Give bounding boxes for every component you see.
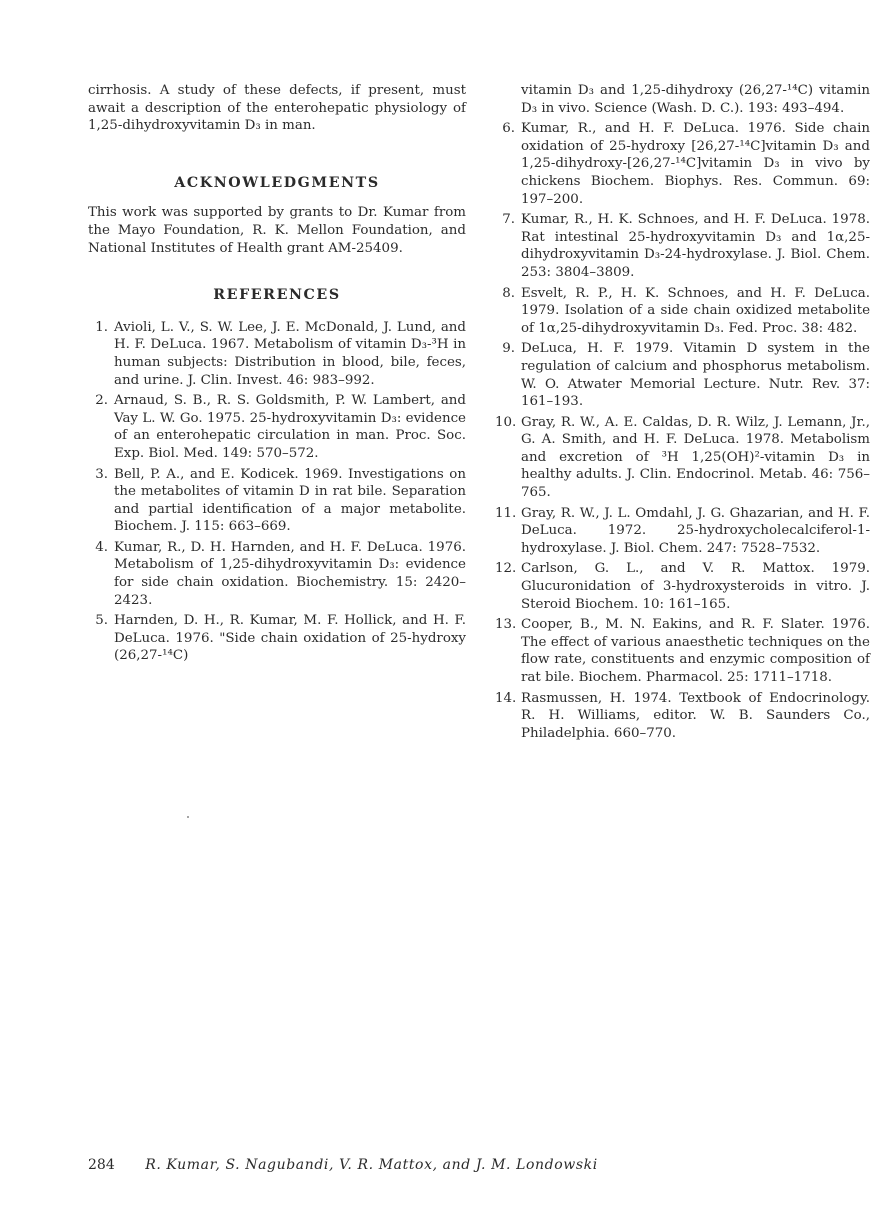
reference-item: [495, 560, 870, 613]
reference-item: [88, 466, 466, 536]
running-authors: R. Kumar, S. Nagubandi, V. R. Mattox, and J. M. Londowski: [145, 1157, 598, 1173]
reference-text: Kumar, R., H. K. Schnoes, and H. F. DeLuca. 1978. Rat intestinal 25-hydroxyvitamin D₃ and 1α,25-dihydroxyvitamin D₃-24-hydroxylase. J. Biol. Chem. 253: 3804–3809.: [521, 212, 870, 280]
reference-number: 10.: [495, 414, 517, 430]
reference-list-left: [88, 319, 466, 665]
reference-item: [88, 319, 466, 389]
reference-text: Gray, R. W., A. E. Caldas, D. R. Wilz, J. Lemann, Jr., G. A. Smith, and H. F. DeLuca. 1978. Metabolism and excretion of ³H 1,25(OH)²-vitamin D₃ in healthy adults. J. Clin. Endocrinol. Metab. 46: 756–765.: [521, 414, 870, 501]
reference-text: Kumar, R., and H. F. DeLuca. 1976. Side chain oxidation of 25-hydroxy [26,27-¹⁴C]vitamin D₃ and 1,25-dihydroxy-[26,27-¹⁴C]vitamin D₃ in vivo by chickens Biochem. Biophys. Res. Commun. 69: 197–200.: [521, 121, 870, 207]
page-number: 284: [88, 1157, 115, 1173]
reference-number: 1.: [95, 319, 108, 335]
intro-paragraph: cirrhosis. A study of these defects, if present, must await a description of the enterohepatic physiology of 1,25-dihydroxyvitamin D₃ in man.: [88, 83, 466, 134]
reference-number: 13.: [495, 617, 517, 633]
reference-text: Arnaud, S. B., R. S. Goldsmith, P. W. Lambert, and Vay L. W. Go. 1975. 25-hydroxyvitamin D₃: evidence of an enterohepatic circulation in man. Proc. Soc. Exp. Biol. Med. 149: 570–572.: [114, 393, 466, 461]
right-column: [495, 82, 870, 745]
reference-text: Rasmussen, H. 1974. Textbook of Endocrinology. R. H. Williams, editor. W. B. Saunders Co., Philadelphia. 660–770.: [521, 690, 870, 741]
reference-number: 9.: [502, 341, 515, 357]
reference-number: 11.: [495, 505, 517, 521]
reference-item: [495, 505, 870, 558]
reference-number: 4.: [95, 539, 108, 555]
reference-number: 6.: [502, 121, 515, 137]
reference-item: [495, 616, 870, 686]
reference-text: Gray, R. W., J. L. Omdahl, J. G. Ghazarian, and H. F. DeLuca. 1972. 25-hydroxycholecalciferol-1-hydroxylase. J. Biol. Chem. 247: 7528–7532.: [521, 505, 870, 556]
reference-text: Bell, P. A., and E. Kodicek. 1969. Investigations on the metabolites of vitamin D in rat bile. Separation and partial identification of a major metabolite. Biochem. J. 115: 663–669.: [114, 466, 466, 535]
reference-item: [88, 392, 466, 462]
reference-number: 7.: [502, 212, 515, 228]
reference-number: 2.: [95, 393, 108, 409]
reference-text: Esvelt, R. P., H. K. Schnoes, and H. F. DeLuca. 1979. Isolation of a side chain oxidized metabolite of 1α,25-dihydroxyvitamin D₃. Fed. Proc. 38: 482.: [521, 285, 870, 336]
acknowledgments-text: This work was supported by grants to Dr. Kumar from the Mayo Foundation, R. K. Mellon Foundation, and National Institutes of Health grant AM-25409.: [88, 205, 466, 256]
page-footer: [88, 1157, 598, 1173]
reference-item: [495, 120, 870, 208]
reference-item: [495, 211, 870, 281]
reference-text: Harnden, D. H., R. Kumar, M. F. Hollick, and H. F. DeLuca. 1976. "Side chain oxidation of 25-hydroxy (26,27-¹⁴C): [114, 613, 466, 664]
reference-text: Carlson, G. L., and V. R. Mattox. 1979. Glucuronidation of 3-hydroxysteroids in vitro. J. Steroid Biochem. 10: 161–165.: [521, 561, 870, 612]
references-heading: REFERENCES: [213, 287, 341, 304]
reference-item: [88, 612, 466, 665]
reference-list-right: [495, 120, 870, 742]
reference-number: 3.: [95, 466, 108, 482]
acknowledgments-heading: ACKNOWLEDGMENTS: [174, 174, 380, 191]
reference-text: DeLuca, H. F. 1979. Vitamin D system in the regulation of calcium and phosphorus metabolism. W. O. Atwater Memorial Lecture. Nutr. Rev. 37: 161–193.: [521, 341, 870, 410]
reference-text: Kumar, R., D. H. Harnden, and H. F. DeLuca. 1976. Metabolism of 1,25-dihydroxyvitamin D₃: evidence for side chain oxidation. Biochemistry. 15: 2420–2423.: [114, 539, 466, 608]
reference-item: [88, 539, 466, 609]
reference-item: [495, 690, 870, 743]
reference-text: Avioli, L. V., S. W. Lee, J. E. McDonald, J. Lund, and H. F. DeLuca. 1967. Metabolism of vitamin D₃-³H in human subjects: Distribution in blood, bile, feces, and urine. J. Clin. Invest. 46: 983–992.: [114, 319, 466, 388]
reference-item: [495, 340, 870, 410]
left-column: [88, 82, 466, 668]
reference-item: [495, 285, 870, 338]
reference-number: 14.: [495, 690, 517, 706]
reference-continuation: vitamin D₃ and 1,25-dihydroxy (26,27-¹⁴C) vitamin D₃ in vivo. Science (Wash. D. C.). 193: 493–494.: [521, 83, 870, 116]
reference-number: 12.: [495, 561, 517, 577]
reference-item: [495, 414, 870, 502]
reference-number: 5.: [95, 613, 108, 629]
reference-number: 8.: [502, 285, 515, 301]
speck-mark: [187, 816, 189, 818]
reference-text: Cooper, B., M. N. Eakins, and R. F. Slater. 1976. The effect of various anaesthetic techniques on the flow rate, constituents and enzymic composition of rat bile. Biochem. Pharmacol. 25: 1711–1718.: [521, 617, 870, 685]
